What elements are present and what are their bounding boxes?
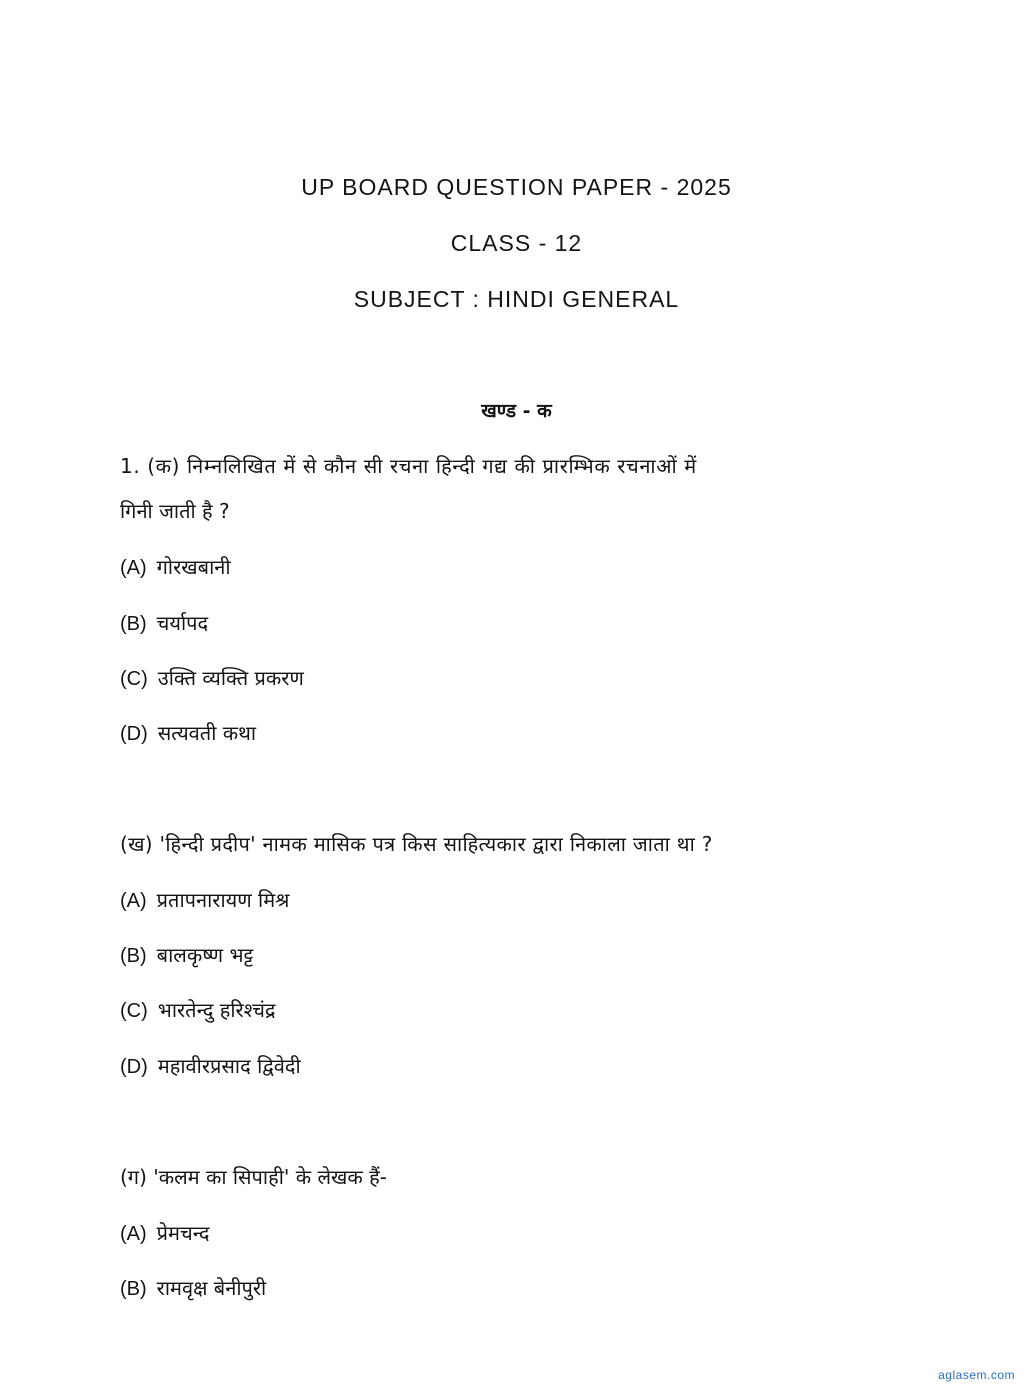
option-text: गोरखबानी [156, 555, 231, 579]
option-text: भारतेन्दु हरिश्चंद्र [157, 998, 276, 1022]
option-label: (B) [120, 613, 147, 635]
option-label: (B) [120, 1278, 147, 1300]
option-c [120, 996, 276, 1025]
class-label: CLASS - 12 [450, 230, 583, 256]
option-text: सत्यवती कथा [157, 721, 257, 745]
option-text: बालकृष्ण भट्ट [156, 943, 254, 967]
option-label: (A) [120, 557, 147, 579]
option-a [120, 886, 289, 915]
question-text-line-1: (ग) 'कलम का सिपाही' के लेखक हैं- [120, 1165, 387, 1189]
option-label: (D) [120, 1056, 148, 1078]
section-title: खण्ड - क [481, 400, 552, 422]
question-text-line-1: 1. (क) निम्नलिखित में से कौन सी रचना हिन्दी गद्य की प्रारम्भिक रचनाओं में [120, 454, 697, 478]
option-b [120, 1274, 266, 1303]
paper-title: UP BOARD QUESTION PAPER - 2025 [301, 174, 732, 200]
option-label: (C) [120, 1000, 148, 1022]
option-label: (D) [120, 723, 148, 745]
subject-label: SUBJECT : HINDI GENERAL [353, 286, 680, 312]
option-label: (B) [120, 945, 147, 967]
option-text: प्रतापनारायण मिश्र [156, 888, 290, 912]
question-text-line-1: (ख) 'हिन्दी प्रदीप' नामक मासिक पत्र किस साहित्यकार द्वारा निकाला जाता था ? [120, 832, 713, 856]
option-b [120, 609, 208, 638]
option-text: उक्ति व्यक्ति प्रकरण [157, 666, 304, 690]
watermark-link[interactable]: aglasem.com [938, 1368, 1015, 1382]
question-text-line-2: गिनी जाती है ? [120, 499, 230, 523]
option-text: प्रेमचन्द [156, 1221, 210, 1245]
option-a [120, 1219, 210, 1248]
option-label: (A) [120, 890, 147, 912]
option-label: (A) [120, 1223, 147, 1245]
option-text: चर्यापद [156, 611, 209, 635]
option-label: (C) [120, 668, 148, 690]
option-d [120, 719, 256, 748]
option-text: रामवृक्ष बेनीपुरी [156, 1276, 267, 1300]
option-d [120, 1052, 301, 1081]
option-c [120, 664, 304, 693]
option-text: महावीरप्रसाद द्विवेदी [157, 1054, 301, 1078]
option-b [120, 941, 253, 970]
option-a [120, 553, 231, 582]
